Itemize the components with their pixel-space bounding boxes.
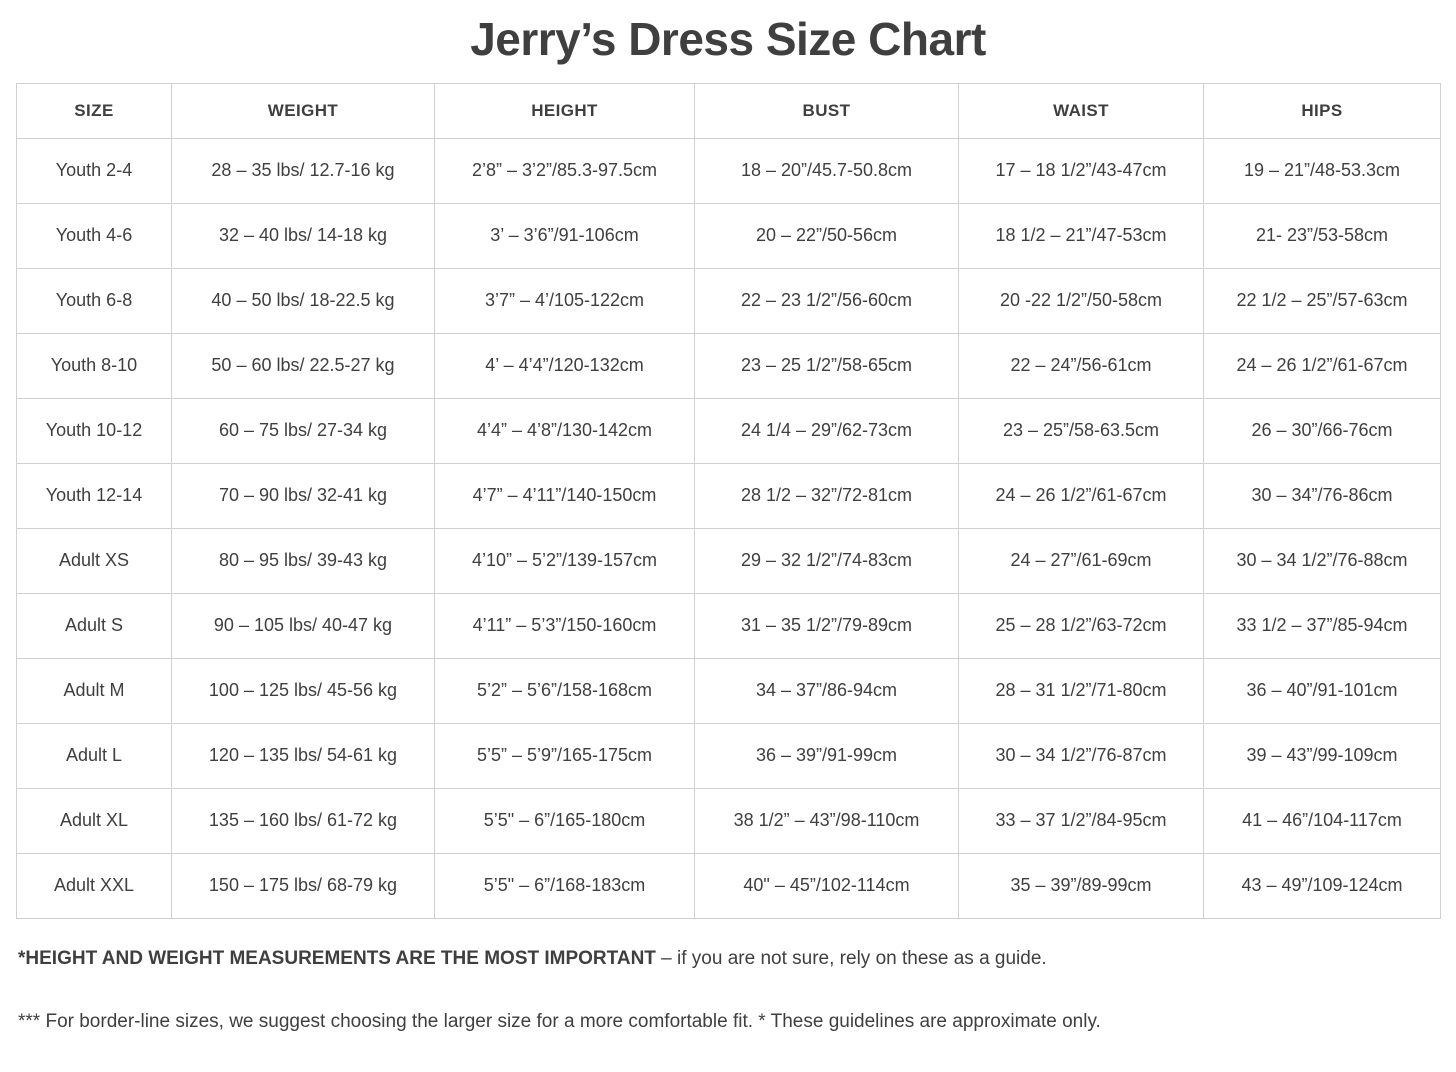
cell-height: 2’8” – 3’2”/85.3-97.5cm (435, 138, 695, 203)
cell-weight: 28 – 35 lbs/ 12.7-16 kg (172, 138, 435, 203)
table-row (17, 658, 1441, 723)
cell-weight: 50 – 60 lbs/ 22.5-27 kg (172, 333, 435, 398)
cell-height: 5’2” – 5’6”/158-168cm (435, 658, 695, 723)
cell-size: Youth 12-14 (17, 463, 172, 528)
cell-bust: 23 – 25 1/2”/58-65cm (695, 333, 959, 398)
table-row (17, 788, 1441, 853)
cell-bust: 29 – 32 1/2”/74-83cm (695, 528, 959, 593)
cell-hips: 30 – 34 1/2”/76-88cm (1204, 528, 1441, 593)
table-row (17, 138, 1441, 203)
note-height-weight-rest: – if you are not sure, rely on these as a guide. (655, 947, 1047, 969)
cell-hips: 19 – 21”/48-53.3cm (1204, 138, 1441, 203)
cell-weight: 80 – 95 lbs/ 39-43 kg (172, 528, 435, 593)
cell-weight: 90 – 105 lbs/ 40-47 kg (172, 593, 435, 658)
cell-bust: 40" – 45”/102-114cm (695, 853, 959, 918)
cell-waist: 18 1/2 – 21”/47-53cm (959, 203, 1204, 268)
cell-waist: 28 – 31 1/2”/71-80cm (959, 658, 1204, 723)
table-row (17, 203, 1441, 268)
cell-bust: 20 – 22”/50-56cm (695, 203, 959, 268)
cell-bust: 22 – 23 1/2”/56-60cm (695, 268, 959, 333)
table-row (17, 333, 1441, 398)
column-header-size: SIZE (17, 83, 172, 138)
cell-hips: 33 1/2 – 37”/85-94cm (1204, 593, 1441, 658)
table-header-row (17, 83, 1441, 138)
cell-height: 5’5” – 5’9”/165-175cm (435, 723, 695, 788)
cell-weight: 150 – 175 lbs/ 68-79 kg (172, 853, 435, 918)
cell-weight: 60 – 75 lbs/ 27-34 kg (172, 398, 435, 463)
cell-size: Youth 6-8 (17, 268, 172, 333)
size-chart-table (16, 83, 1441, 919)
cell-hips: 43 – 49”/109-124cm (1204, 853, 1441, 918)
table-row (17, 398, 1441, 463)
cell-bust: 31 – 35 1/2”/79-89cm (695, 593, 959, 658)
cell-size: Adult XXL (17, 853, 172, 918)
cell-waist: 23 – 25”/58-63.5cm (959, 398, 1204, 463)
cell-height: 4’4” – 4’8”/130-142cm (435, 398, 695, 463)
cell-bust: 18 – 20”/45.7-50.8cm (695, 138, 959, 203)
cell-weight: 40 – 50 lbs/ 18-22.5 kg (172, 268, 435, 333)
cell-hips: 26 – 30”/66-76cm (1204, 398, 1441, 463)
size-chart-page (0, 14, 1456, 1072)
cell-waist: 30 – 34 1/2”/76-87cm (959, 723, 1204, 788)
cell-waist: 17 – 18 1/2”/43-47cm (959, 138, 1204, 203)
cell-hips: 39 – 43”/99-109cm (1204, 723, 1441, 788)
cell-height: 3’7” – 4’/105-122cm (435, 268, 695, 333)
cell-size: Adult S (17, 593, 172, 658)
cell-height: 3’ – 3’6”/91-106cm (435, 203, 695, 268)
table-row (17, 853, 1441, 918)
note-borderline-sizes: *** For border-line sizes, we suggest choosing the larger size for a more comfortable fit. * These guidelines are approximate only. (18, 1011, 1101, 1033)
cell-height: 4’7” – 4’11”/140-150cm (435, 463, 695, 528)
cell-hips: 36 – 40”/91-101cm (1204, 658, 1441, 723)
notes-section (18, 945, 1438, 1036)
column-header-height: HEIGHT (435, 83, 695, 138)
cell-size: Youth 4-6 (17, 203, 172, 268)
note-height-weight-emphasis: *HEIGHT AND WEIGHT MEASUREMENTS ARE THE MOST IMPORTANT (18, 947, 656, 969)
cell-size: Youth 10-12 (17, 398, 172, 463)
cell-waist: 35 – 39”/89-99cm (959, 853, 1204, 918)
cell-weight: 70 – 90 lbs/ 32-41 kg (172, 463, 435, 528)
cell-bust: 38 1/2” – 43”/98-110cm (695, 788, 959, 853)
column-header-hips: HIPS (1204, 83, 1441, 138)
page-title: Jerry’s Dress Size Chart (470, 13, 986, 65)
cell-size: Adult M (17, 658, 172, 723)
cell-hips: 22 1/2 – 25”/57-63cm (1204, 268, 1441, 333)
cell-bust: 28 1/2 – 32”/72-81cm (695, 463, 959, 528)
cell-weight: 100 – 125 lbs/ 45-56 kg (172, 658, 435, 723)
cell-hips: 24 – 26 1/2”/61-67cm (1204, 333, 1441, 398)
cell-waist: 33 – 37 1/2”/84-95cm (959, 788, 1204, 853)
cell-size: Youth 8-10 (17, 333, 172, 398)
cell-bust: 36 – 39”/91-99cm (695, 723, 959, 788)
cell-size: Adult L (17, 723, 172, 788)
cell-waist: 24 – 26 1/2”/61-67cm (959, 463, 1204, 528)
cell-waist: 22 – 24”/56-61cm (959, 333, 1204, 398)
cell-hips: 21- 23”/53-58cm (1204, 203, 1441, 268)
cell-height: 5’5" – 6”/165-180cm (435, 788, 695, 853)
cell-height: 4’10” – 5’2”/139-157cm (435, 528, 695, 593)
cell-size: Youth 2-4 (17, 138, 172, 203)
cell-hips: 41 – 46”/104-117cm (1204, 788, 1441, 853)
column-header-weight: WEIGHT (172, 83, 435, 138)
cell-size: Adult XS (17, 528, 172, 593)
cell-weight: 135 – 160 lbs/ 61-72 kg (172, 788, 435, 853)
note-height-weight (18, 945, 1438, 973)
cell-height: 5’5" – 6”/168-183cm (435, 853, 695, 918)
table-row (17, 723, 1441, 788)
table-row (17, 528, 1441, 593)
table-row (17, 593, 1441, 658)
cell-weight: 32 – 40 lbs/ 14-18 kg (172, 203, 435, 268)
cell-weight: 120 – 135 lbs/ 54-61 kg (172, 723, 435, 788)
table-row (17, 268, 1441, 333)
table-row (17, 463, 1441, 528)
column-header-waist: WAIST (959, 83, 1204, 138)
column-header-bust: BUST (695, 83, 959, 138)
cell-waist: 25 – 28 1/2”/63-72cm (959, 593, 1204, 658)
cell-waist: 24 – 27”/61-69cm (959, 528, 1204, 593)
cell-size: Adult XL (17, 788, 172, 853)
cell-height: 4’ – 4’4”/120-132cm (435, 333, 695, 398)
cell-height: 4’11” – 5’3”/150-160cm (435, 593, 695, 658)
cell-bust: 24 1/4 – 29”/62-73cm (695, 398, 959, 463)
cell-bust: 34 – 37”/86-94cm (695, 658, 959, 723)
cell-waist: 20 -22 1/2”/50-58cm (959, 268, 1204, 333)
cell-hips: 30 – 34”/76-86cm (1204, 463, 1441, 528)
